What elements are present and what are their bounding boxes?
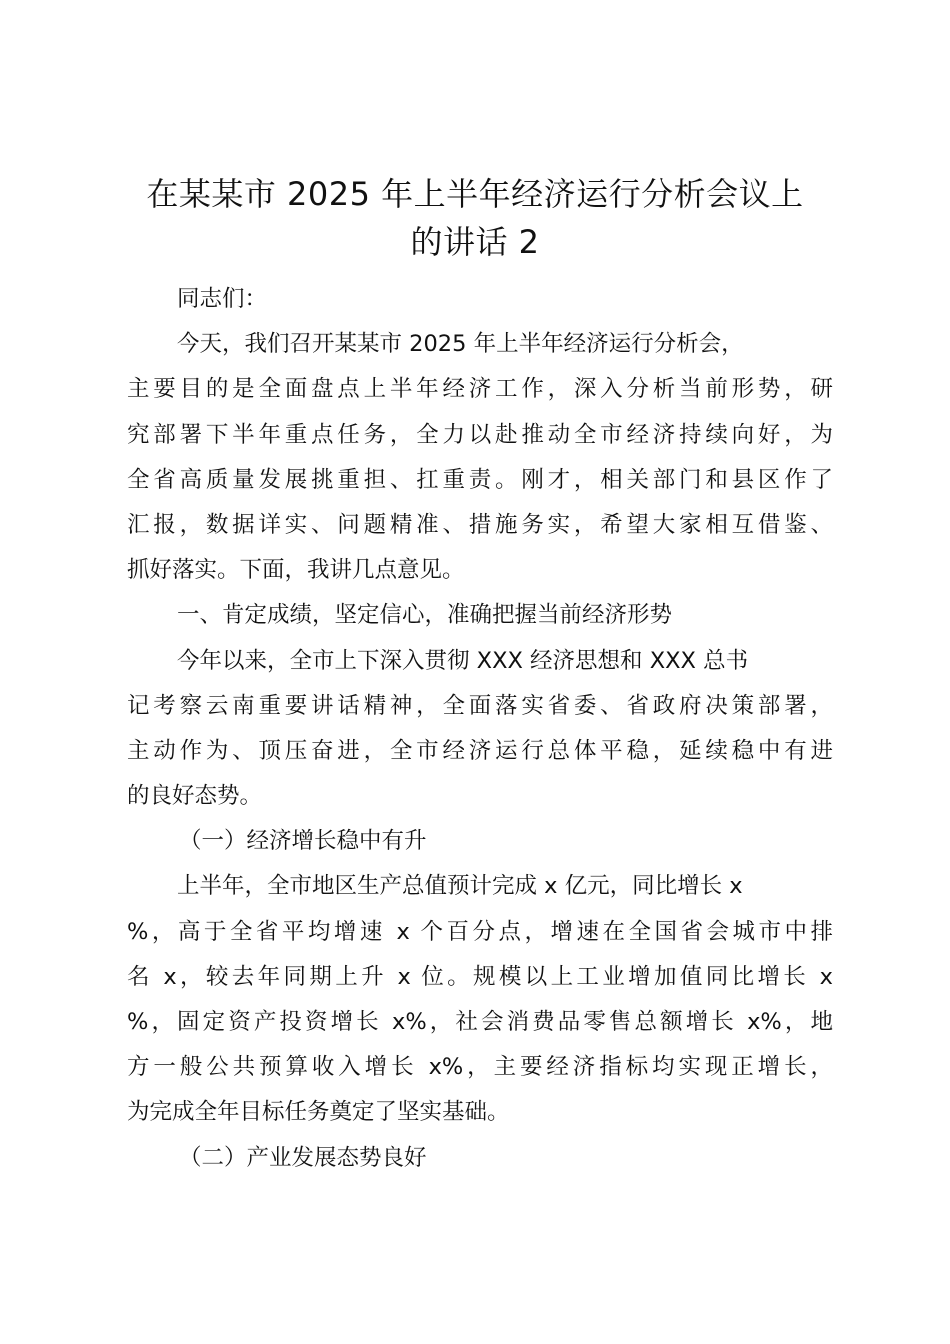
paragraph-line: 上半年，全市地区生产总值预计完成 x 亿元，同比增长 x (177, 873, 743, 900)
paragraph-line: 主要目的是全面盘点上半年经济工作，深入分析当前形势，研 (127, 376, 833, 403)
paragraph-line: %，高于全省平均增速 x 个百分点，增速在全国省会城市中排 (127, 918, 833, 945)
paragraph-line: 的良好态势。 (127, 783, 263, 810)
paragraph-line: 今年以来，全市上下深入贯彻 XXX 经济思想和 XXX 总书 (177, 647, 749, 674)
paragraph-line: %，固定资产投资增长 x%，社会消费品零售总额增长 x%，地 (127, 1009, 833, 1035)
paragraph-line: 今天，我们召开某某市 2025 年上半年经济运行分析会， (177, 331, 744, 358)
title-line-2: 的讲话 2 (410, 223, 540, 261)
title-line-1: 在某某市 2025 年上半年经济运行分析会议上 (146, 175, 804, 213)
paragraph-line: 为完成全年目标任务奠定了坚实基础。 (127, 1099, 510, 1126)
paragraph-line: 汇报，数据详实、问题精准、措施务实，希望大家相互借鉴、 (127, 511, 833, 538)
document-body (127, 277, 833, 1181)
paragraph-line: 抓好落实。下面，我讲几点意见。 (127, 557, 465, 584)
salutation: 同志们： (177, 286, 268, 312)
paragraph-line: 方一般公共预算收入增长 x%，主要经济指标均实现正增长， (127, 1054, 833, 1081)
paragraph-line: 全省高质量发展挑重担、扛重责。刚才，相关部门和县区作了 (127, 466, 833, 493)
subsection-heading: （二）产业发展态势良好 (179, 1144, 427, 1171)
paragraph-line: 名 x，较去年同期上升 x 位。规模以上工业增加值同比增长 x (127, 963, 833, 990)
subsection-heading: （一）经济增长稳中有升 (179, 828, 427, 855)
paragraph-line: 究部署下半年重点任务，全力以赴推动全市经济持续向好，为 (127, 421, 833, 448)
paragraph-line: 记考察云南重要讲话精神，全面落实省委、省政府决策部署， (127, 692, 833, 719)
section-heading: 一、肯定成绩，坚定信心，准确把握当前经济形势 (177, 602, 673, 629)
document-title (100, 170, 850, 266)
paragraph-line: 主动作为、顶压奋进，全市经济运行总体平稳，延续稳中有进 (127, 737, 833, 764)
